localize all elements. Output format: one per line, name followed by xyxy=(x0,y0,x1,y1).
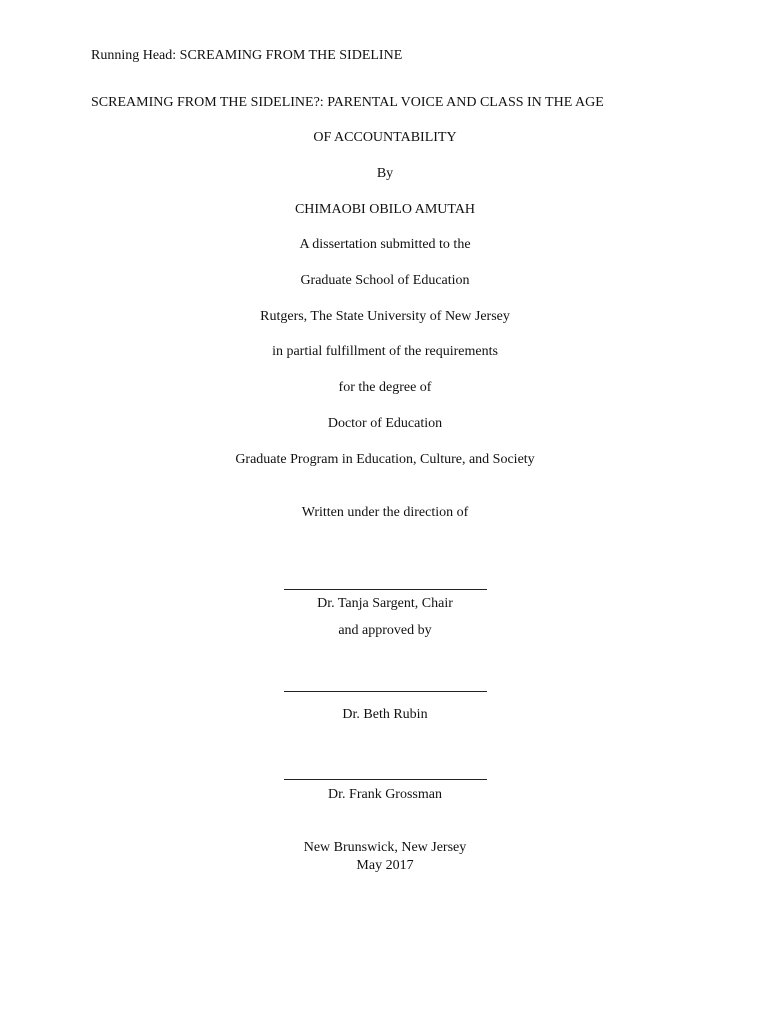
signature-line-member-2 xyxy=(284,779,487,780)
signature-line-member-1 xyxy=(284,691,487,692)
committee-member-2: Dr. Frank Grossman xyxy=(328,787,442,802)
submission-line-1: A dissertation submitted to the xyxy=(299,237,471,252)
submission-line-3: Rutgers, The State University of New Jersey xyxy=(260,309,510,324)
committee-member-1: Dr. Beth Rubin xyxy=(342,707,428,722)
title-line-1: SCREAMING FROM THE SIDELINE?: PARENTAL VOICE AND CLASS IN THE AGE xyxy=(91,95,604,110)
direction-label: Written under the direction of xyxy=(301,505,469,520)
signature-line-chair xyxy=(284,589,487,590)
location: New Brunswick, New Jersey xyxy=(303,840,467,855)
submission-line-2: Graduate School of Education xyxy=(300,273,470,288)
approved-by-label: and approved by xyxy=(338,623,432,638)
committee-chair: Dr. Tanja Sargent, Chair xyxy=(317,596,453,611)
running-head: Running Head: SCREAMING FROM THE SIDELINE xyxy=(91,48,403,63)
submission-line-5: for the degree of xyxy=(338,380,432,395)
by-label: By xyxy=(376,166,394,181)
date: May 2017 xyxy=(356,858,414,873)
author-name: CHIMAOBI OBILO AMUTAH xyxy=(294,202,476,217)
degree-name: Doctor of Education xyxy=(327,416,443,431)
submission-line-4: in partial fulfillment of the requirements xyxy=(272,344,498,359)
title-line-2: OF ACCOUNTABILITY xyxy=(313,130,457,145)
program-name: Graduate Program in Education, Culture, and Society xyxy=(235,452,535,467)
